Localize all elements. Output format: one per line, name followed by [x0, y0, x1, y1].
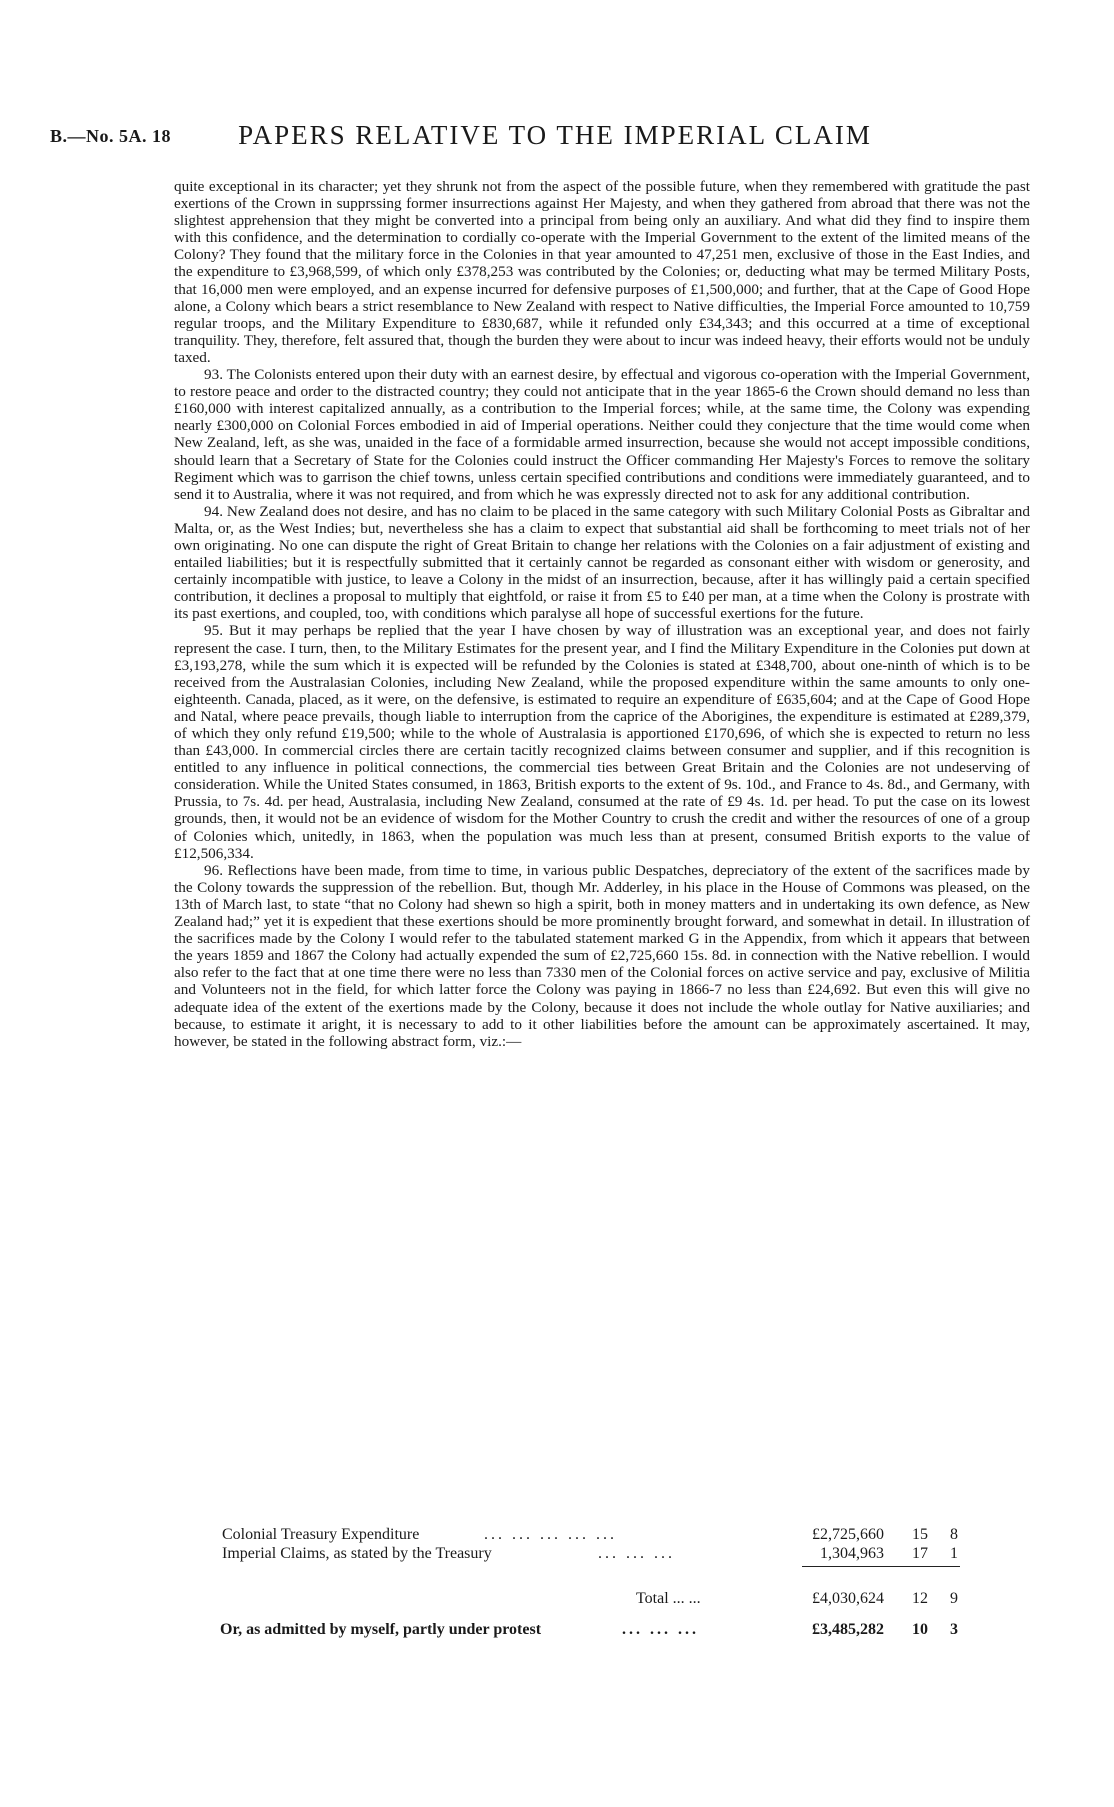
page-header	[50, 116, 1060, 156]
row-label: Colonial Treasury Expenditure	[222, 1526, 420, 1543]
expenditure-summary-table	[222, 1526, 962, 1640]
paragraph-93: 93. The Colonists entered upon their duty with an earnest desire, by effectual and vigorous co-operation with the Imperial Government, to restore peace and order to the distracted country; they could not anticipate that in the year 1865-6 the Crown should demand no less than £160,000 with interest capitalized annually, as a contribution to the Imperial forces; while, at the same time, the Colony was expending nearly £300,000 on Colonial Forces embodied in aid of Imperial operations. Neither could they conjecture that the time would come when New Zealand, left, as she was, unaided in the face of a formidable armed insurrection, because she would not accept impossible conditions, should learn that a Secretary of State for the Colonies could instruct the Officer commanding Her Majesty's Forces to remove the solitary Regiment which was to garrison the chief towns, unless certain specified contributions and conditions were immediately guaranteed, and to send it to Australia, where it was not required, and from which he was expressly directed not to ask for any additional contribution.	[174, 366, 1030, 503]
leader-dots: ... ... ...	[622, 1621, 699, 1638]
amount-pence: 1	[950, 1545, 958, 1562]
summary-row-admitted	[222, 1621, 962, 1640]
admitted-amount-shillings: 10	[912, 1621, 928, 1638]
admitted-amount-pounds: £3,485,282	[812, 1621, 884, 1638]
summary-row-imperial-claims	[222, 1545, 962, 1564]
sum-rule	[802, 1566, 960, 1567]
paragraph-95: 95. But it may perhaps be replied that the year I have chosen by way of illustration was an exceptional year, and does not fairly represent the case. I turn, then, to the Military Estimates for the present year, and I find the Military Expenditure in the Colonies put down at £3,193,278, while the sum which it is expected will be refunded by the Colonies is stated at £348,700, about one-ninth of which is to be received from the Australasian Colonies, including New Zealand, while the proposed expenditure within the same amounts to only one-eighteenth. Canada, placed, as it were, on the defensive, is estimated to require an expenditure of £635,604; and at the Cape of Good Hope and Natal, where peace prevails, though liable to interruption from the caprice of the Aborigines, the expenditure is estimated at £289,379, of which they only refund £19,500; while to the whole of Australasia is apportioned £170,696, of which she is expected to return no less than £43,000. In commercial circles there are certain tacitly recognized claims between consumer and supplier, and if this recognition is entitled to any influence in political connections, the commercial ties between Great Britain and the Colonies are not undeserving of consideration. While the United States consumed, in 1863, British exports to the extent of 9s. 10d., and France to 4s. 8d., and Germany, with Prussia, to 7s. 4d. per head, Australasia, including New Zealand, consumed at the rate of £9 4s. 1d. per head. To put the case on its lowest grounds, then, it would not be an evidence of wisdom for the Mother Country to crush the credit and wither the resources of one of a group of Colonies which, unitedly, in 1863, when the population was much less than at present, consumed British exports to the value of £12,506,334.	[174, 622, 1030, 862]
body-text	[174, 178, 1030, 1050]
amount-shillings: 15	[912, 1526, 928, 1543]
admitted-label: Or, as admitted by myself, partly under protest	[220, 1621, 542, 1638]
paragraph-96: 96. Reflections have been made, from time to time, in various public Despatches, depreciatory of the extent of the sacrifices made by the Colony towards the suppression of the rebellion. But, though Mr. Adderley, in his place in the House of Commons was pleased, on the 13th of March last, to state “that no Colony had shewn so high a spirit, both in money matters and in undertaking its own defence, as New Zealand had;” yet it is expedient that these exertions should be more prominently brought forward, and somewhat in detail. In illustration of the sacrifices made by the Colony I would refer to the tabulated statement marked G in the Appendix, from which it appears that between the years 1859 and 1867 the Colony had actually expended the sum of £2,725,660 15s. 8d. in connection with the Native rebellion. I would also refer to the fact that at one time there were no less than 7330 men of the Colonial forces on active service and pay, exclusive of Militia and Volunteers not in the field, for which latter force the Colony was paying in 1866-7 no less than £24,692. But even this will give no adequate idea of the extent of the exertions made by the Colony, because it does not include the whole outlay for Native auxiliaries; and because, to estimate it aright, it is necessary to add to it other liabilities before the amount can be approximately ascertained. It may, however, be stated in the following abstract form, viz.:—	[174, 861, 1030, 1050]
page-reference: B.—No. 5A. 18	[50, 126, 172, 146]
leader-dots: ... ... ...	[598, 1545, 675, 1562]
row-label: Imperial Claims, as stated by the Treasury	[222, 1545, 492, 1562]
amount-pence: 8	[950, 1526, 958, 1543]
amount-shillings: 17	[912, 1545, 928, 1562]
total-amount-shillings: 12	[912, 1590, 928, 1607]
summary-row-total	[222, 1590, 962, 1609]
total-amount-pounds: £4,030,624	[812, 1590, 884, 1607]
page-title: PAPERS RELATIVE TO THE IMPERIAL CLAIM	[238, 120, 872, 150]
leader-dots: ... ... ... ... ...	[484, 1526, 617, 1543]
amount-pounds: £2,725,660	[812, 1526, 884, 1543]
amount-pounds: 1,304,963	[820, 1545, 884, 1562]
paragraph-94: 94. New Zealand does not desire, and has no claim to be placed in the same category with such Military Colonial Posts as Gibraltar and Malta, or, as the West Indies; but, nevertheless she has a claim to expect that substantial aid shall be forthcoming to meet trials not of her own originating. No one can dispute the right of Great Britain to change her relations with the Colonies on a fair adjustment of existing and entailed liabilities; but it is respectfully submitted that it certainly cannot be regarded as consonant either with wisdom or generosity, and certainly incompatible with justice, to leave a Colony in the midst of an insurrection, because, after it has willingly paid a certain specified contribution, it declines a proposal to multiply that eightfold, or raise it from £5 to £40 per man, at a time when the Colony is prostrate with its past exertions, and coupled, too, with conditions which paralyse all hope of successful exertions for the future.	[174, 502, 1030, 623]
total-label: Total ... ...	[636, 1590, 701, 1607]
summary-row-colonial-treasury	[222, 1526, 962, 1545]
total-amount-pence: 9	[950, 1590, 958, 1607]
admitted-amount-pence: 3	[950, 1621, 958, 1638]
paragraph-continued: quite exceptional in its character; yet they shrunk not from the aspect of the possible future, when they remembered with gratitude the past exertions of the Crown in supprssing former insurrections against Her Majesty, and when they gathered from abroad that there was not the slightest apprehension that they might be converted into a principal from being only an auxiliary. And what did they find to inspire them with this confidence, and the determination to cordially co-operate with the Imperial Government to the extent of the limited means of the Colony? They found that the military force in the Colonies in that year amounted to 47,251 men, exclusive of those in the East Indies, and the expenditure to £3,968,599, of which only £378,253 was contributed by the Colonies; or, deducting what may be termed Military Posts, that 16,000 men were employed, and an expense incurred for defensive purposes of £1,500,000; and further, that at the Cape of Good Hope alone, a Colony which bears a strict resemblance to New Zealand with respect to Native difficulties, the Imperial Force amounted to 10,759 regular troops, and the Military Expenditure to £830,687, while it refunded only £34,343; and this occurred at a time of exceptional tranquility. They, therefore, felt assured that, though the burden they were about to incur was indeed heavy, their efforts would not be unduly taxed.	[174, 178, 1030, 366]
